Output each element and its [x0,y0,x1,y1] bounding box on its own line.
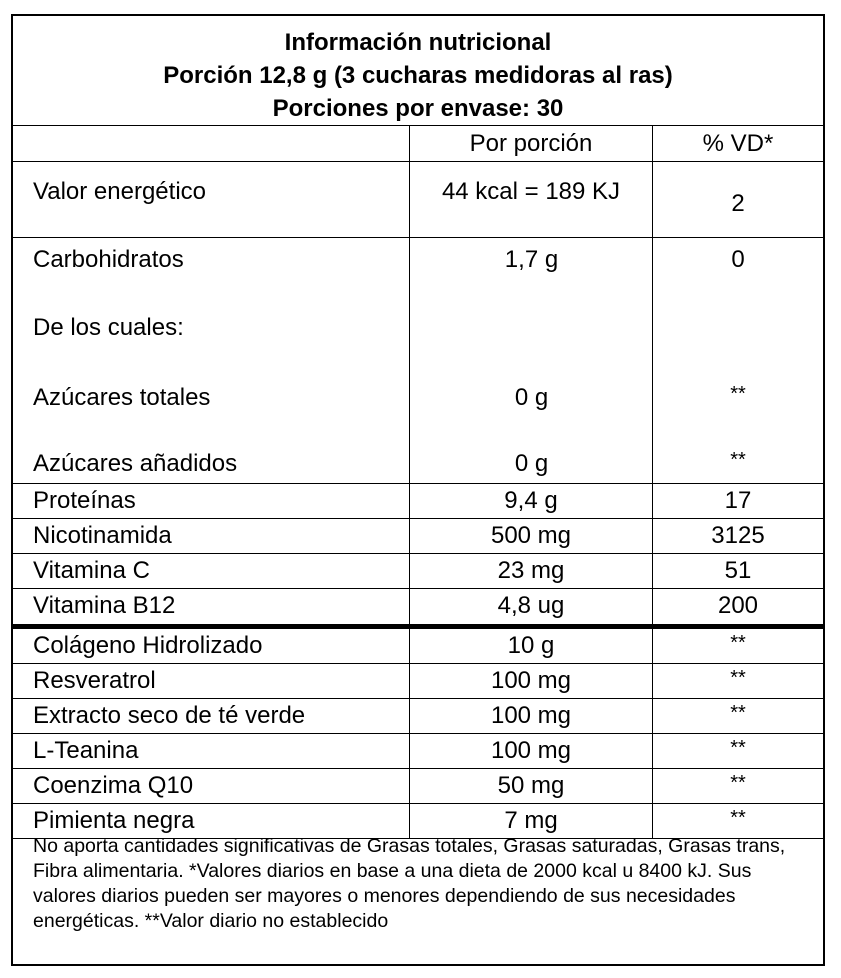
nutrient-vd: ** [730,632,746,654]
nutrient-amount: 7 mg [410,804,653,838]
carb-vd-column [653,238,823,483]
nutrient-amount: 10 g [410,629,653,663]
table-row [13,769,823,804]
nutrient-name: Vitamina C [13,554,410,588]
nutrient-name: Azúcares totales [33,384,211,411]
nutrient-vd: ** [730,772,746,794]
carb-amounts-column [410,238,653,483]
nutrient-amount: 100 mg [410,734,653,768]
nutrient-name: Colágeno Hidrolizado [13,629,410,663]
column-header-per-portion: Por porción [410,126,653,161]
nutrient-name: Extracto seco de té verde [13,699,410,733]
nutrient-vd: ** [730,737,746,759]
nutrient-amount: 0 g [514,450,549,477]
nutrient-name: Proteínas [13,484,410,518]
nutrient-vd: 51 [724,557,752,584]
nutrient-name: Pimienta negra [13,804,410,838]
nutrient-name: Carbohidratos [33,246,184,273]
nutrient-amount: 50 mg [410,769,653,803]
table-row [13,162,823,238]
footnote: No aporta cantidades significativas de Grasas totales, Grasas saturadas, Grasas trans, Fibra alimentaria. *Valores diarios en base a una dieta de 2000 kcal u 8400 kJ. Sus valores diarios pueden ser mayores o menores dependiendo de sus necesidades energéticas. **Valor diario no establecido [33,835,786,932]
header-blank [13,126,410,161]
table-row [13,664,823,699]
table-row-carbohydrates-group [13,238,823,484]
table-row [13,554,823,589]
portion-size: Porción 12,8 g (3 cucharas medidoras al ras) [163,62,673,89]
nutrient-amount: 500 mg [410,519,653,553]
nutrient-amount: 1,7 g [504,246,559,273]
nutrient-vd: 200 [717,592,759,619]
carb-names-column [13,238,410,483]
nutrient-name: L-Teanina [13,734,410,768]
nutrient-name: Valor energético [13,162,410,237]
nutrient-name: Nicotinamida [13,519,410,553]
table-row [13,484,823,519]
nutrient-amount: 23 mg [410,554,653,588]
nutrient-vd: 17 [724,487,752,514]
nutrient-name: Azúcares añadidos [33,450,238,477]
table-row [13,629,823,664]
table-row [13,699,823,734]
table-header-row [13,126,823,162]
nutrient-amount: 9,4 g [410,484,653,518]
nutrition-label [11,14,825,966]
nutrient-name: Resveratrol [13,664,410,698]
table-row [13,589,823,629]
nutrient-amount: 44 kcal = 189 KJ [410,162,653,237]
nutrient-vd: 0 [731,246,745,273]
servings-per-container: Porciones por envase: 30 [272,95,564,122]
nutrient-amount: 100 mg [410,664,653,698]
nutrient-amount: 4,8 ug [410,589,653,624]
table-row [13,734,823,769]
nutrient-vd: 2 [731,190,745,217]
nutrient-vd: ** [730,383,746,405]
label-header [13,16,823,126]
nutrient-amount: 100 mg [410,699,653,733]
table-row [13,519,823,554]
column-header-vd: % VD* [702,130,774,157]
nutrient-vd: ** [730,807,746,829]
nutrient-name: Vitamina B12 [13,589,410,624]
nutrient-name: De los cuales: [33,314,184,341]
nutrient-vd: ** [730,667,746,689]
nutrient-name: Coenzima Q10 [13,769,410,803]
nutrient-amount: 0 g [514,384,549,411]
nutrient-vd: 3125 [711,522,765,549]
nutrient-vd: ** [730,449,746,471]
label-title: Información nutricional [284,29,552,56]
nutrient-vd: ** [730,702,746,724]
